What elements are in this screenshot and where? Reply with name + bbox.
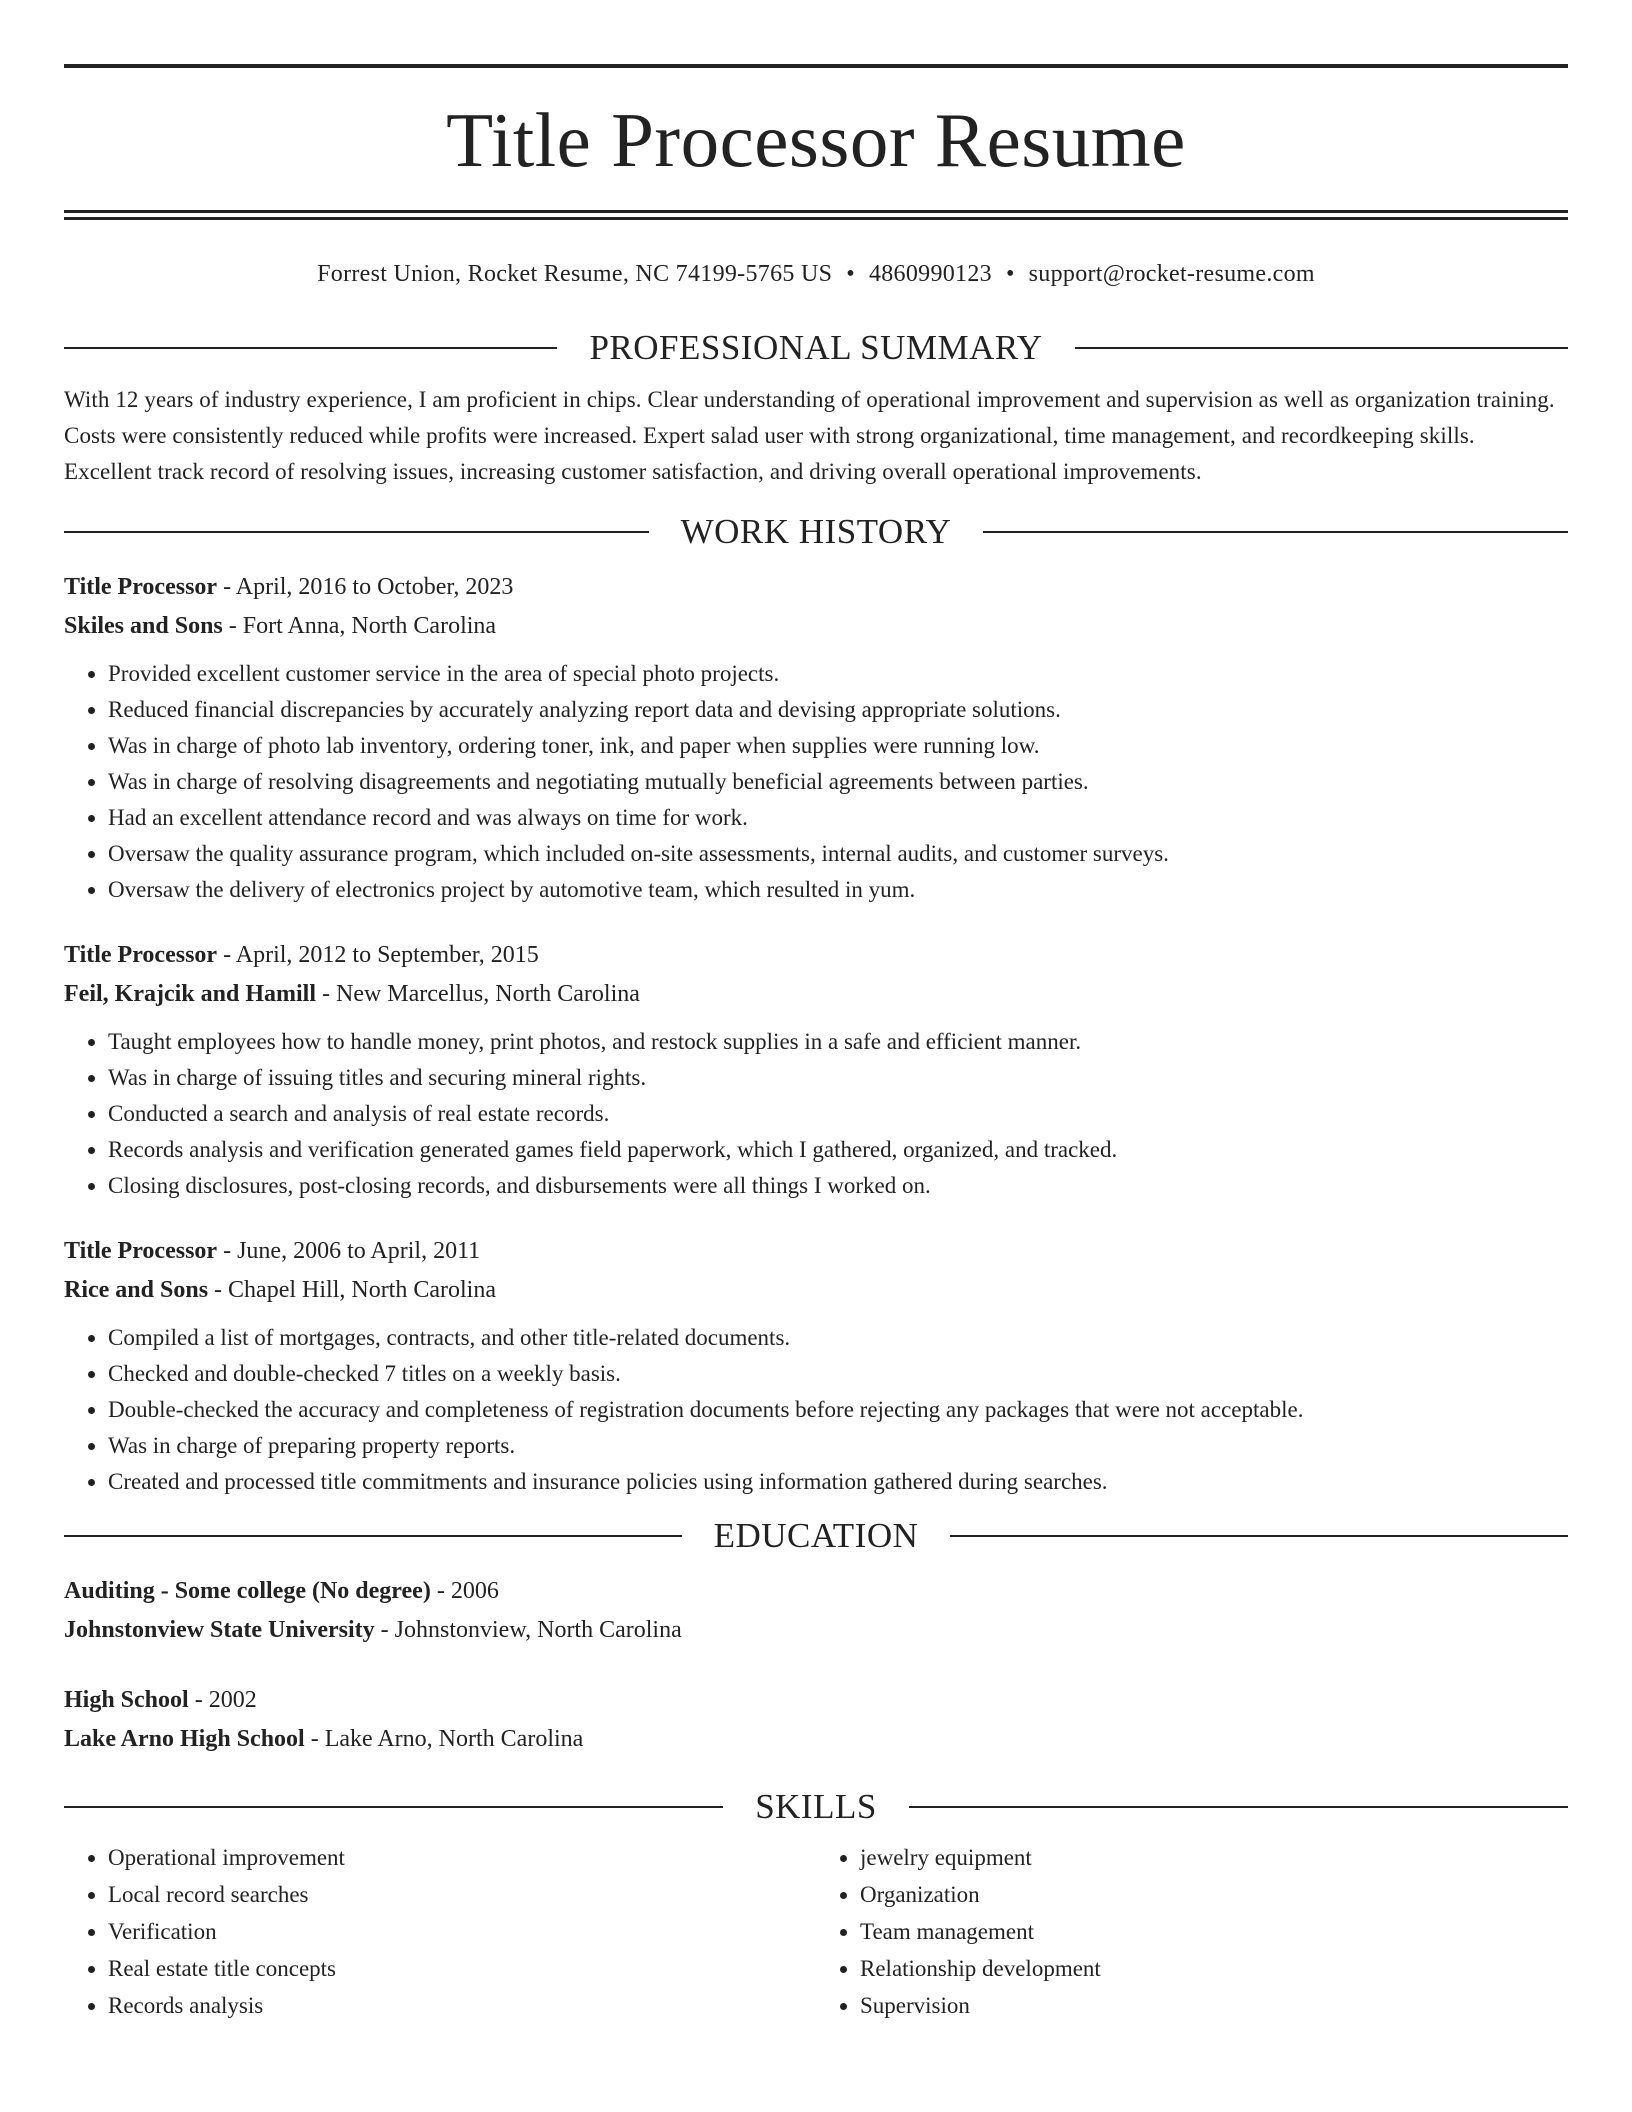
list-item: • Provided excellent customer service in the area of special photo projects. [108,656,1568,692]
list-item: • Conducted a search and analysis of real estate records. [108,1096,1568,1132]
work-history-heading-label: WORK HISTORY [680,512,952,551]
job-entry [64,1232,1568,1500]
list-item: • Closing disclosures, post-closing records, and disbursements were all things I worked on. [108,1168,1568,1204]
job-company-line [64,1271,1568,1310]
list-item: • Reduced financial discrepancies by accurately analyzing report data and devising appropriate solutions. [108,692,1568,728]
list-item: • Oversaw the quality assurance program, which included on-site assessments, internal audits, and customer surveys. [108,836,1568,872]
skills-list [64,1839,1568,2024]
list-item: • Was in charge of photo lab inventory, ordering toner, ink, and paper when supplies were running low. [108,728,1568,764]
skills-column-left [64,1839,816,2024]
summary-text: With 12 years of industry experience, I am proficient in chips. Clear understanding of operational improvement and supervision as well as organization training. Costs were consistently reduced while profits were increased. Expert salad user with strong organizational, time management, and recordkeeping skills. Excellent track record of resolving issues, increasing customer satisfaction, and driving overall operational improvements. [64,387,1555,484]
list-item: • Had an excellent attendance record and was always on time for work. [108,800,1568,836]
summary-heading [64,326,1568,370]
heading-rule-right [909,1806,1568,1808]
work-history-heading [64,510,1568,554]
skills-heading [64,1785,1568,1829]
list-item: • Was in charge of issuing titles and securing mineral rights. [108,1060,1568,1096]
job-company-line [64,975,1568,1014]
list-item: • Local record searches [108,1876,816,1913]
list-item: • Was in charge of resolving disagreements and negotiating mutually beneficial agreements between parties. [108,764,1568,800]
job-bullets [64,1024,1568,1204]
list-item: • Taught employees how to handle money, print photos, and restock supplies in a safe and efficient manner. [108,1024,1568,1060]
education-school-line [64,1611,1568,1650]
education-school: Johnstonview State University [64,1617,375,1643]
list-item: • Double-checked the accuracy and completeness of registration documents before rejecting any packages that were not acceptable. [108,1392,1568,1428]
education-school-line [64,1720,1568,1759]
contact-phone: 4860990123 [868,261,992,287]
job-entry [64,936,1568,1204]
list-item: • Organization [860,1876,1568,1913]
job-title-line [64,568,1568,607]
education-year: - 2006 [430,1578,499,1604]
job-company: Rice and Sons [64,1277,209,1303]
list-item: • Oversaw the delivery of electronics project by automotive team, which resulted in yum. [108,872,1568,908]
skills-column-right [816,1839,1568,2024]
education-degree-line [64,1572,1568,1611]
job-dates: - April, 2016 to October, 2023 [217,574,514,600]
education-year: - 2002 [188,1687,257,1713]
job-company-line [64,607,1568,646]
education-heading-label: EDUCATION [713,1516,919,1555]
job-title-line [64,936,1568,975]
heading-rule-left [64,531,649,533]
education-heading [64,1514,1568,1558]
heading-rule-right [950,1535,1568,1537]
job-title: Title Processor [64,1238,218,1264]
list-item: • Operational improvement [108,1839,816,1876]
education-location: - Johnstonview, North Carolina [374,1617,682,1643]
summary-heading-label: PROFESSIONAL SUMMARY [589,328,1043,367]
heading-rule-right [983,531,1568,533]
education-degree-line [64,1681,1568,1720]
job-location: - Chapel Hill, North Carolina [208,1277,496,1303]
list-item: • Team management [860,1913,1568,1950]
list-item: • jewelry equipment [860,1839,1568,1876]
title-double-rule [64,210,1568,220]
list-item: • Relationship development [860,1950,1568,1987]
education-entry [64,1572,1568,1650]
contact-separator: • [846,261,855,287]
education-location: - Lake Arno, North Carolina [304,1726,584,1752]
list-item: • Compiled a list of mortgages, contracts, and other title-related documents. [108,1320,1568,1356]
heading-rule-right [1075,347,1568,349]
list-item: • Was in charge of preparing property reports. [108,1428,1568,1464]
heading-rule-left [64,1806,723,1808]
job-bullets [64,1320,1568,1500]
list-item: • Verification [108,1913,816,1950]
list-item: • Created and processed title commitments and insurance policies using information gathered during searches. [108,1464,1568,1500]
list-item: • Supervision [860,1987,1568,2024]
list-item: • Records analysis and verification generated games field paperwork, which I gathered, organized, and tracked. [108,1132,1568,1168]
contact-address: Forrest Union, Rocket Resume, NC 74199-5765 US [317,261,833,287]
job-location: - Fort Anna, North Carolina [222,613,497,639]
job-entry [64,568,1568,908]
heading-rule-left [64,1535,682,1537]
list-item: • Real estate title concepts [108,1950,816,1987]
job-dates: - April, 2012 to September, 2015 [217,942,539,968]
list-item: • Records analysis [108,1987,816,2024]
page-title: Title Processor Resume [446,97,1186,183]
job-title-line [64,1232,1568,1271]
skills-heading-label: SKILLS [755,1787,877,1826]
job-company: Skiles and Sons [64,613,223,639]
education-degree: Auditing - Some college (No degree) [64,1578,431,1604]
education-entry [64,1681,1568,1759]
top-rule [64,64,1568,68]
resume-page [64,64,1568,2024]
job-title: Title Processor [64,942,218,968]
education-school: Lake Arno High School [64,1726,305,1752]
job-location: - New Marcellus, North Carolina [316,981,640,1007]
job-bullets [64,656,1568,908]
job-company: Feil, Krajcik and Hamill [64,981,316,1007]
contact-line [64,254,1568,294]
contact-separator: • [1005,261,1015,287]
list-item: • Checked and double-checked 7 titles on a weekly basis. [108,1356,1568,1392]
job-dates: - June, 2006 to April, 2011 [217,1238,481,1264]
education-degree: High School [64,1687,189,1713]
heading-rule-left [64,347,557,349]
contact-email: support@rocket-resume.com [1028,261,1315,287]
job-title: Title Processor [64,574,218,600]
